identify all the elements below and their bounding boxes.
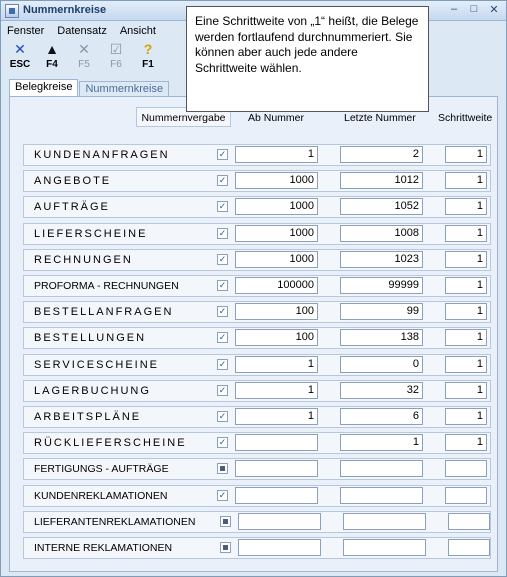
- table-row: [23, 485, 491, 507]
- schrittweite-input[interactable]: 1: [445, 172, 487, 189]
- ab-nummer-input[interactable]: 1000: [235, 172, 318, 189]
- schrittweite-input[interactable]: [448, 539, 490, 556]
- ab-nummer-input[interactable]: [238, 513, 321, 530]
- letzte-nummer-input[interactable]: 1: [340, 434, 423, 451]
- letzte-nummer-input[interactable]: 99999: [340, 277, 423, 294]
- schrittweite-input[interactable]: 1: [445, 329, 487, 346]
- letzte-nummer-input[interactable]: 2: [340, 146, 423, 163]
- triangle-up-icon: ▲: [45, 41, 59, 57]
- toolbar-button-f4[interactable]: [41, 40, 63, 70]
- nummernvergabe-checkbox[interactable]: [220, 516, 231, 527]
- letzte-nummer-input[interactable]: 1052: [340, 198, 423, 215]
- table-row: [23, 458, 491, 480]
- table-row: [23, 144, 491, 166]
- table-row: [23, 170, 491, 192]
- ab-nummer-input[interactable]: 1: [235, 146, 318, 163]
- toolbar-button-label: ESC: [9, 59, 31, 70]
- nummernvergabe-checkbox[interactable]: ✓: [218, 332, 227, 342]
- help-icon: ?: [143, 41, 153, 57]
- nummernvergabe-checkbox[interactable]: ✓: [218, 306, 227, 316]
- row-label: INTERNE REKLAMATIONEN: [34, 542, 173, 554]
- check-doc-icon: ☑: [109, 41, 123, 57]
- toolbar-button-label: F6: [110, 59, 122, 70]
- minimize-button[interactable]: –: [450, 3, 458, 15]
- menu-bar: [5, 24, 158, 38]
- ab-nummer-input[interactable]: 1: [235, 356, 318, 373]
- schrittweite-input[interactable]: 1: [445, 225, 487, 242]
- ab-nummer-input[interactable]: 1000: [235, 198, 318, 215]
- nummernvergabe-checkbox[interactable]: ✓: [218, 280, 227, 290]
- table-row: [23, 301, 491, 323]
- letzte-nummer-input[interactable]: [343, 513, 426, 530]
- letzte-nummer-input[interactable]: 32: [340, 382, 423, 399]
- schrittweite-input[interactable]: 1: [445, 277, 487, 294]
- toolbar-button-label: F1: [142, 59, 154, 70]
- table-row: [23, 537, 491, 559]
- maximize-button[interactable]: □: [470, 3, 478, 15]
- toolbar-button-label: F4: [46, 59, 58, 70]
- schrittweite-input[interactable]: 1: [445, 146, 487, 163]
- ab-nummer-input[interactable]: 100: [235, 329, 318, 346]
- row-label: AUFTRÄGE: [34, 201, 110, 213]
- schrittweite-input[interactable]: 1: [445, 251, 487, 268]
- toolbar-button-f1[interactable]: [137, 40, 159, 70]
- nummernvergabe-checkbox[interactable]: ✓: [218, 359, 227, 369]
- tab-nummernkreise[interactable]: Nummernkreise: [79, 81, 169, 97]
- nummernvergabe-checkbox[interactable]: [217, 463, 228, 474]
- menu-fenster[interactable]: Fenster: [7, 25, 45, 37]
- letzte-nummer-input[interactable]: 138: [340, 329, 423, 346]
- schrittweite-input[interactable]: 1: [445, 198, 487, 215]
- close-button[interactable]: ✕: [489, 4, 499, 16]
- table-row: [23, 249, 491, 271]
- nummernvergabe-checkbox[interactable]: ✓: [218, 175, 227, 185]
- row-label: KUNDENREKLAMATIONEN: [34, 490, 168, 502]
- row-label: LIEFERSCHEINE: [34, 228, 148, 240]
- table-row: [23, 406, 491, 428]
- ab-nummer-input[interactable]: [235, 460, 318, 477]
- letzte-nummer-input[interactable]: 0: [340, 356, 423, 373]
- letzte-nummer-input[interactable]: 1012: [340, 172, 423, 189]
- ab-nummer-input[interactable]: [235, 434, 318, 451]
- table-row: [23, 380, 491, 402]
- table-row: [23, 327, 491, 349]
- ab-nummer-input[interactable]: 1000: [235, 225, 318, 242]
- nummernvergabe-checkbox[interactable]: ✓: [218, 201, 227, 211]
- nummernvergabe-checkbox[interactable]: ✓: [218, 149, 227, 159]
- schrittweite-input[interactable]: [448, 513, 490, 530]
- schrittweite-input[interactable]: 1: [445, 382, 487, 399]
- nummernvergabe-checkbox[interactable]: [220, 542, 231, 553]
- ab-nummer-input[interactable]: [235, 487, 318, 504]
- row-label: RECHNUNGEN: [34, 254, 133, 266]
- schrittweite-input[interactable]: 1: [445, 434, 487, 451]
- window-title: Nummernkreise: [23, 4, 107, 16]
- header-letzte-nummer: Letzte Nummer: [344, 112, 416, 124]
- row-label: FERTIGUNGS - AUFTRÄGE: [34, 463, 169, 475]
- row-label: LIEFERANTENREKLAMATIONEN: [34, 516, 196, 528]
- delete-x-icon: ✕: [78, 41, 90, 57]
- ab-nummer-input[interactable]: 100000: [235, 277, 318, 294]
- row-label: PROFORMA - RECHNUNGEN: [34, 280, 179, 292]
- close-x-icon: ✕: [14, 41, 26, 57]
- schrittweite-input[interactable]: [445, 460, 487, 477]
- header-schrittweite: Schrittweite: [438, 112, 493, 124]
- belegkreise-panel: [9, 96, 498, 572]
- letzte-nummer-input[interactable]: [340, 487, 423, 504]
- header-nummernvergabe: Nummernvergabe: [136, 107, 231, 127]
- letzte-nummer-input[interactable]: 1008: [340, 225, 423, 242]
- table-row: [23, 354, 491, 376]
- schrittweite-input[interactable]: 1: [445, 356, 487, 373]
- ab-nummer-input[interactable]: 100: [235, 303, 318, 320]
- toolbar: [9, 40, 159, 70]
- window-controls: [448, 3, 500, 16]
- ab-nummer-input[interactable]: 1: [235, 408, 318, 425]
- row-label: LAGERBUCHUNG: [34, 385, 151, 397]
- schrittweite-input[interactable]: [445, 487, 487, 504]
- table-row: [23, 275, 491, 297]
- schrittweite-input[interactable]: 1: [445, 303, 487, 320]
- toolbar-button-f5[interactable]: [73, 40, 95, 70]
- nummernvergabe-checkbox[interactable]: ✓: [218, 385, 227, 395]
- nummernvergabe-checkbox[interactable]: ✓: [218, 437, 227, 447]
- letzte-nummer-input[interactable]: 99: [340, 303, 423, 320]
- ab-nummer-input[interactable]: 1: [235, 382, 318, 399]
- letzte-nummer-input[interactable]: 6: [340, 408, 423, 425]
- app-icon: [5, 4, 19, 18]
- letzte-nummer-input[interactable]: [340, 460, 423, 477]
- toolbar-button-esc[interactable]: [9, 40, 31, 70]
- toolbar-button-f6[interactable]: [105, 40, 127, 70]
- row-label: SERVICESCHEINE: [34, 359, 159, 371]
- nummernvergabe-checkbox[interactable]: ✓: [218, 254, 227, 264]
- row-label: ARBEITSPLÄNE: [34, 411, 142, 423]
- table-row: [23, 223, 491, 245]
- letzte-nummer-input[interactable]: [343, 539, 426, 556]
- schrittweite-input[interactable]: 1: [445, 408, 487, 425]
- nummernvergabe-checkbox[interactable]: ✓: [218, 411, 227, 421]
- nummernvergabe-checkbox[interactable]: ✓: [218, 228, 227, 238]
- ab-nummer-input[interactable]: [238, 539, 321, 556]
- ab-nummer-input[interactable]: 1000: [235, 251, 318, 268]
- menu-datensatz[interactable]: Datensatz: [57, 25, 107, 37]
- row-label: RÜCKLIEFERSCHEINE: [34, 437, 187, 449]
- row-label: ANGEBOTE: [34, 175, 112, 187]
- row-label: KUNDENANFRAGEN: [34, 149, 170, 161]
- table-row: [23, 432, 491, 454]
- toolbar-button-label: F5: [78, 59, 90, 70]
- header-ab-nummer: Ab Nummer: [248, 112, 305, 124]
- table-row: [23, 511, 491, 533]
- tab-bar: [9, 81, 170, 97]
- tab-belegkreise[interactable]: Belegkreise: [9, 79, 78, 97]
- table-row: [23, 196, 491, 218]
- row-label: BESTELLUNGEN: [34, 332, 147, 344]
- menu-ansicht[interactable]: Ansicht: [119, 25, 156, 37]
- tooltip-callout: Eine Schrittweite von „1“ heißt, die Belege werden fortlaufend durchnummeriert. Sie können aber auch jede andere Schrittweite wählen.: [186, 6, 429, 112]
- letzte-nummer-input[interactable]: 1023: [340, 251, 423, 268]
- row-label: BESTELLANFRAGEN: [34, 306, 174, 318]
- nummernvergabe-checkbox[interactable]: ✓: [218, 490, 227, 500]
